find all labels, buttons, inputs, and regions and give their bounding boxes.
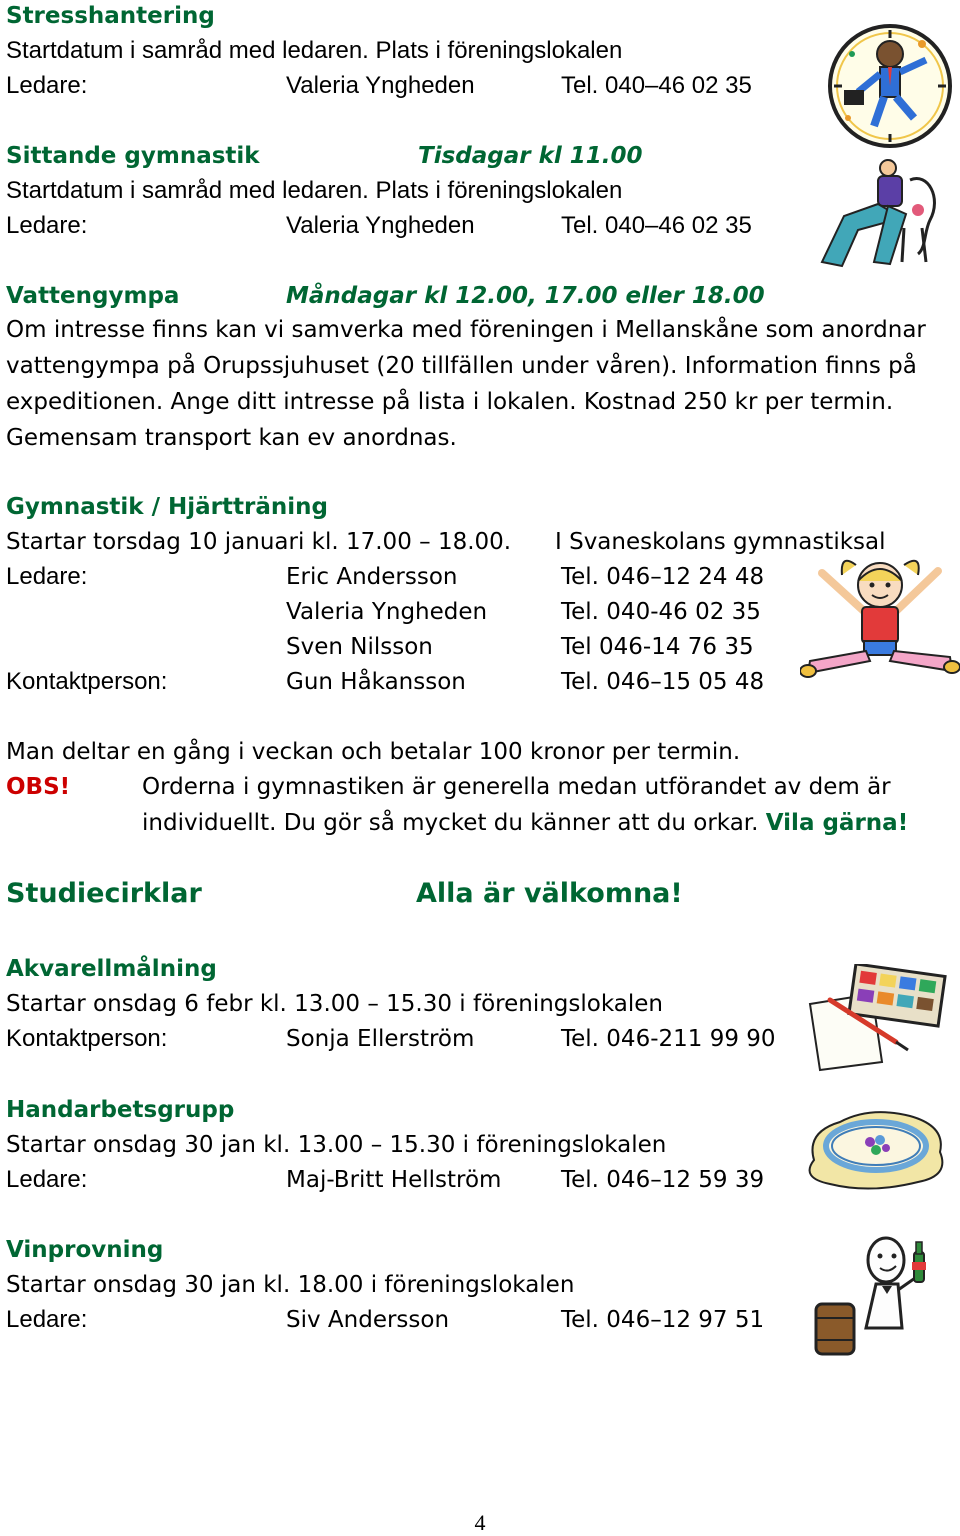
- leader-tel: Tel. 046–12 97 51: [561, 1307, 765, 1333]
- study-welcome: Alla är välkomna!: [416, 878, 683, 909]
- contact-label: Kontaktperson:: [6, 1025, 168, 1052]
- obs-emphasis: Vila gärna!: [765, 810, 909, 836]
- gym-title: Gymnastik / Hjärtträning: [6, 494, 328, 520]
- stress-info: Startdatum i samråd med ledaren. Plats i föreningslokalen: [6, 37, 623, 64]
- gym-person-row: [6, 562, 786, 592]
- sitting-info: Startdatum i samråd med ledaren. Plats i föreningslokalen: [6, 177, 623, 204]
- person-name: Valeria Yngheden: [286, 599, 488, 625]
- watercolor-title: Akvarellmålning: [6, 956, 217, 982]
- stretching-person-clipart: [818, 158, 944, 272]
- person-name: Eric Andersson: [286, 564, 458, 590]
- water-description: Om intresse finns kan vi samverka med föreningen i Mellanskåne som anordnar vattengympa på Orupssjuhuset (20 tillfällen under våren). Information finns på expeditionen. Ange ditt intresse på lista i lokalen. Kostnad 250 kr per termin. Gemensam transport kan ev anordnas.: [6, 317, 926, 451]
- embroidery-hoop-clipart: [800, 1100, 950, 1192]
- gym-start: Startar torsdag 10 januari kl. 17.00 – 18.00.: [6, 529, 512, 555]
- leader-label: Ledare:: [6, 212, 88, 239]
- leader-label: Ledare:: [6, 1166, 88, 1193]
- waiter-wine-clipart: [806, 1232, 940, 1356]
- sitting-title: Sittande gymnastik: [6, 143, 260, 169]
- craft-title: Handarbetsgrupp: [6, 1097, 235, 1123]
- page-number: 4: [474, 1510, 486, 1535]
- jumping-girl-clipart: [800, 553, 960, 685]
- leader-label: Ledare:: [6, 1306, 88, 1333]
- contact-tel: Tel. 046-211 99 90: [561, 1026, 776, 1052]
- leader-label: Ledare:: [6, 563, 88, 590]
- paint-palette-clipart: [800, 964, 950, 1074]
- obs-label: OBS!: [6, 774, 71, 800]
- water-time: Måndagar kl 12.00, 17.00 eller 18.00: [286, 283, 765, 309]
- wine-leader-row: [6, 1305, 806, 1335]
- water-title: Vattengympa: [6, 283, 180, 309]
- person-tel: Tel 046-14 76 35: [561, 634, 754, 660]
- leader-name: Valeria Yngheden: [286, 212, 475, 239]
- sitting-title-row: [6, 141, 906, 171]
- gym-contact-row: [6, 667, 786, 697]
- craft-leader-row: [6, 1165, 806, 1195]
- contact-label: Kontaktperson:: [6, 668, 168, 695]
- gym-place: I Svaneskolans gymnastiksal: [555, 529, 886, 555]
- contact-name: Gun Håkansson: [286, 669, 466, 695]
- person-tel: Tel. 046–12 24 48: [561, 564, 765, 590]
- water-title-row: [6, 281, 906, 311]
- leader-tel: Tel. 040–46 02 35: [561, 72, 752, 99]
- leader-tel: Tel. 040–46 02 35: [561, 212, 752, 239]
- contact-name: Sonja Ellerström: [286, 1026, 475, 1052]
- contact-tel: Tel. 046–15 05 48: [561, 669, 765, 695]
- gym-start-row: [6, 527, 906, 557]
- study-heading-row: [6, 879, 906, 909]
- leader-name: Siv Andersson: [286, 1307, 450, 1333]
- wine-title: Vinprovning: [6, 1237, 164, 1263]
- leader-label: Ledare:: [6, 72, 88, 99]
- watercolor-contact-row: [6, 1024, 806, 1054]
- sitting-time: Tisdagar kl 11.00: [418, 143, 643, 169]
- obs-text-block: [142, 769, 942, 841]
- leader-name: Valeria Yngheden: [286, 72, 475, 99]
- leader-name: Maj-Britt Hellström: [286, 1167, 502, 1193]
- watercolor-start: Startar onsdag 6 febr kl. 13.00 – 15.30 i föreningslokalen: [6, 991, 663, 1017]
- clock-man-clipart: [822, 14, 958, 160]
- leader-tel: Tel. 046–12 59 39: [561, 1167, 765, 1193]
- study-title: Studiecirklar: [6, 878, 202, 909]
- person-name: Sven Nilsson: [286, 634, 433, 660]
- sitting-leader-row: [6, 211, 906, 241]
- person-tel: Tel. 040-46 02 35: [561, 599, 761, 625]
- gym-note: Man deltar en gång i veckan och betalar 100 kronor per termin.: [6, 739, 741, 765]
- wine-start: Startar onsdag 30 jan kl. 18.00 i föreningslokalen: [6, 1272, 575, 1298]
- stress-title: Stresshantering: [6, 3, 215, 29]
- craft-start: Startar onsdag 30 jan kl. 13.00 – 15.30 i föreningslokalen: [6, 1132, 667, 1158]
- stress-leader-row: [6, 71, 906, 101]
- obs-text: Orderna i gymnastiken är generella medan utförandet av dem är individuellt. Du gör så mycket du känner att du orkar.: [142, 774, 891, 836]
